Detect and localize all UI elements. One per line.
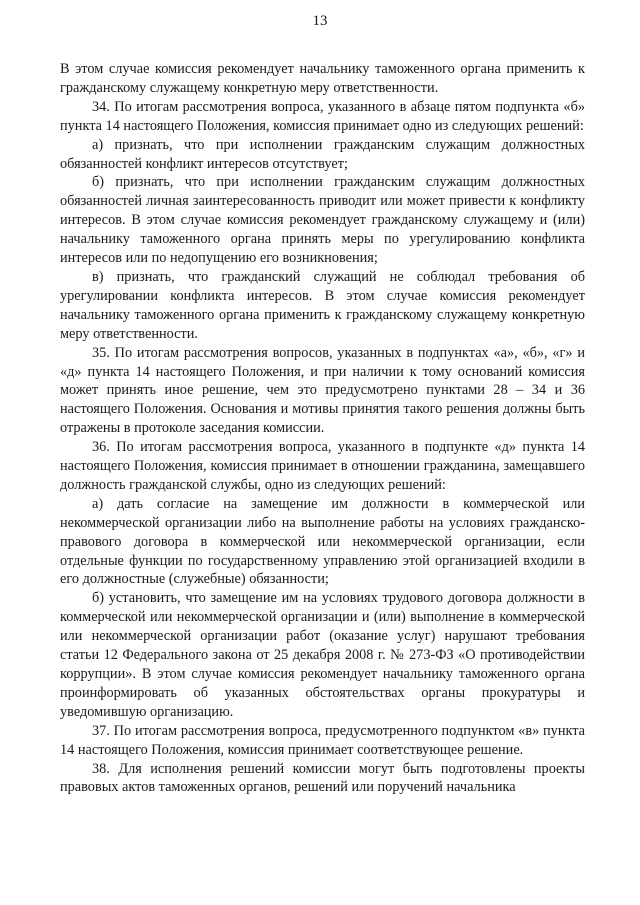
paragraph-item-36-b: б) установить, что замещение им на условиях трудового договора должности в коммерческой или некоммерческой организации и (или) выполнение в коммерческой или некоммерческой организации работ (оказание услуг) нарушают требования статьи 12 Федерального закона от 25 декабря 2008 г. № 273-ФЗ «О противодействии коррупции». В этом случае комиссия рекомендует начальнику таможенного органа проинформировать об указанных обстоятельствах органы прокуратуры и уведомившую организацию.	[60, 590, 585, 720]
paragraph-item-35: 35. По итогам рассмотрения вопросов, указанных в подпунктах «а», «б», «г» и «д» пункта 14 настоящего Положения, и при наличии к тому оснований комиссия может принять иное решение, чем это предусмотрено пунктами 28 – 34 и 36 настоящего Положения. Основания и мотивы принятия такого решения должны быть отражены в протоколе заседания комиссии.	[60, 344, 585, 437]
paragraph-item-34-a: а) признать, что при исполнении гражданским служащим должностных обязанностей конфликт интересов отсутствует;	[60, 136, 585, 172]
page-number: 13	[312, 13, 328, 29]
paragraph-item-34-b: б) признать, что при исполнении гражданским служащим должностных обязанностей личная заинтересованность приводит или может привести к конфликту интересов. В этом случае комиссия рекомендует гражданскому служащему и (или) начальнику таможенного органа принять меры по урегулированию конфликта интересов или по недопущению его возникновения;	[60, 174, 585, 267]
document-body	[60, 60, 585, 797]
paragraph-item-38: 38. Для исполнения решений комиссии могут быть подготовлены проекты правовых актов таможенных органов, решений или поручений начальника	[60, 760, 585, 796]
paragraph-item-36-a: а) дать согласие на замещение им должности в коммерческой или некоммерческой организации либо на выполнение работы на условиях гражданско-правового договора в коммерческой или некоммерческой организации, если отдельные функции по государственному управлению этой организацией входили в его должностные (служебные) обязанности;	[60, 495, 585, 588]
paragraph-item-37: 37. По итогам рассмотрения вопроса, предусмотренного подпунктом «в» пункта 14 настоящего Положения, комиссия принимает соответствующее решение.	[60, 722, 585, 758]
paragraph-item-36: 36. По итогам рассмотрения вопроса, указанного в подпункте «д» пункта 14 настоящего Положения, комиссия принимает в отношении гражданина, замещавшего должность гражданской службы, одно из следующих решений:	[60, 439, 585, 493]
paragraph-item-34-v: в) признать, что гражданский служащий не соблюдал требования об урегулировании конфликта интересов. В этом случае комиссия рекомендует начальнику таможенного органа применить к гражданскому служащему конкретную меру ответственности.	[60, 268, 585, 342]
paragraph-continuation: В этом случае комиссия рекомендует начальнику таможенного органа применить к гражданскому служащему конкретную меру ответственности.	[60, 61, 585, 96]
paragraph-item-34: 34. По итогам рассмотрения вопроса, указанного в абзаце пятом подпункта «б» пункта 14 настоящего Положения, комиссия принимает одно из следующих решений:	[60, 98, 585, 134]
